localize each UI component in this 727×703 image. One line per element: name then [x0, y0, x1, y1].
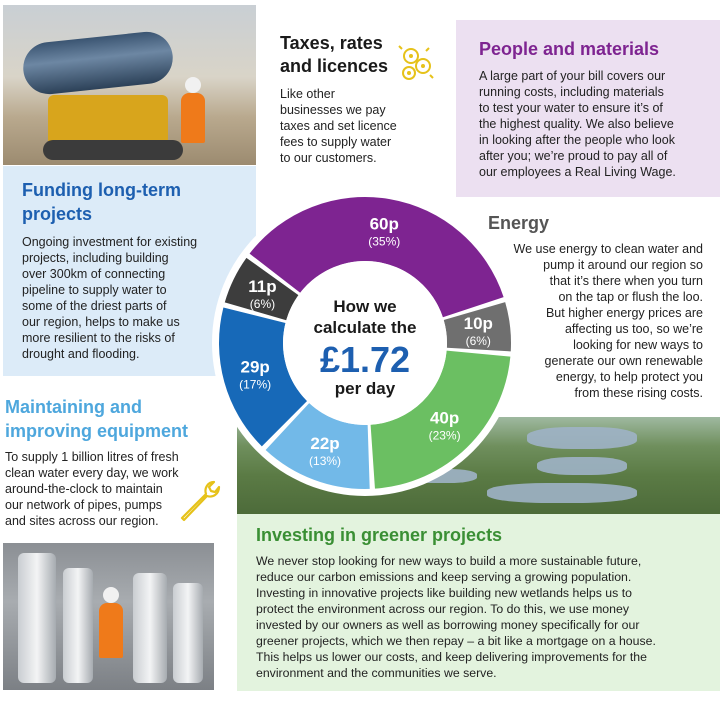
maintaining-body-line: around-the-clock to maintain [5, 482, 163, 496]
slice-value-label: 29p [240, 357, 270, 377]
slice-percent-label: (13%) [309, 453, 342, 468]
slice-value-label: 60p [369, 214, 399, 234]
people-body-line: the highest quality. We also believe [479, 117, 674, 131]
energy-title: Energy [488, 213, 550, 233]
taxes-body-line: taxes and set licence [280, 119, 397, 133]
funding-body-line: over 300km of connecting [22, 267, 166, 281]
slice-percent-label: (35%) [368, 234, 401, 249]
funding-body-line: pipeline to supply water to [22, 283, 167, 297]
energy-body-line: from these rising costs. [574, 386, 703, 400]
coins-icon [393, 40, 439, 86]
energy-body-line: pump it around our region so [543, 258, 703, 272]
greener-body-line: We never stop looking for new ways to build a more sustainable future, [256, 554, 642, 568]
funding-title-line2: projects [22, 204, 93, 224]
slice-value-label: 10p [463, 314, 493, 334]
center-total: £1.72 [319, 339, 411, 380]
maintaining-body-line: To supply 1 billion litres of fresh [5, 450, 179, 464]
slice-value-label: 22p [310, 433, 340, 453]
people-body-line: after you; we’re proud to pay all of [479, 149, 668, 163]
people-body-line: to test your water to ensure it’s of [479, 101, 663, 115]
funding-body-line: more resilient to the risks of [22, 331, 175, 345]
maintaining-title-line1: Maintaining and [5, 397, 142, 417]
funding-body-line: our region, helps to make us [22, 315, 180, 329]
center-line2: calculate the [313, 318, 417, 337]
greener-body-line: protect the environment across our region. To do this, we use money [256, 602, 629, 616]
taxes-title-line1: Taxes, rates [280, 33, 383, 53]
slice-value-label: 11p [248, 277, 277, 297]
taxes-section [280, 32, 397, 166]
taxes-body-line: fees to supply water [280, 135, 392, 149]
maintaining-body-line: and sites across our region. [5, 514, 159, 528]
taxes-body-line: Like other [280, 87, 335, 101]
greener-body-line: invested by our owners as well as borrowing money specifically for our [256, 618, 640, 632]
greener-title: Investing in greener projects [256, 525, 503, 545]
maintaining-body-line: clean water every day, we work [5, 466, 179, 480]
people-section [479, 38, 714, 180]
energy-body-line: affecting us too, so we’re [564, 322, 703, 336]
greener-body-line: Investing in innovative projects like building new wetlands helps us to [256, 586, 632, 600]
taxes-body-line: to our customers. [280, 151, 377, 165]
pipeline-photo [3, 5, 256, 165]
energy-body-line: energy, to help protect you [555, 370, 703, 384]
greener-section [256, 524, 716, 681]
greener-body-line: This helps us lower our costs, and keep delivering improvements for the [256, 650, 647, 664]
slice-percent-label: (6%) [465, 334, 491, 349]
taxes-title-line2: and licences [280, 56, 389, 76]
people-body-line: our employees a Real Living Wage. [479, 165, 676, 179]
slice-percent-label: (23%) [428, 428, 461, 443]
funding-body-line: projects, including building [22, 251, 169, 265]
slice-percent-label: (6%) [249, 297, 276, 312]
funding-title-line1: Funding long-term [22, 180, 181, 200]
people-title: People and materials [479, 39, 660, 59]
bill-breakdown-donut-chart [210, 188, 520, 498]
greener-body-line: environment and the communities we serve. [256, 666, 497, 680]
maintaining-title-line2: improving equipment [5, 421, 189, 441]
pump-station-photo [3, 543, 214, 690]
people-body-line: A large part of your bill covers our [479, 69, 666, 83]
funding-body-line: some of the driest parts of [22, 299, 167, 313]
maintaining-body-line: our network of pipes, pumps [5, 498, 163, 512]
energy-body [514, 241, 703, 401]
people-body-line: running costs, including materials [479, 85, 664, 99]
energy-body-line: We use energy to clean water and [513, 242, 703, 256]
energy-body-line: that it’s there when you turn [549, 274, 703, 288]
greener-body-line: reduce our carbon emissions and keep serving a growing population. [256, 570, 632, 584]
slice-value-label: 40p [429, 408, 460, 428]
energy-body-line: But higher energy prices are [545, 306, 703, 320]
energy-body-line: looking for new ways to [573, 338, 703, 352]
greener-body-line: greener projects, which we then repay – a bit like a mortgage on a house. [256, 634, 656, 648]
energy-body-line: generate our own renewable [544, 354, 703, 368]
taxes-body-line: businesses we pay [280, 103, 386, 117]
slice-percent-label: (17%) [239, 377, 272, 392]
people-body-line: in looking after the people who look [479, 133, 675, 147]
funding-body-line: Ongoing investment for existing [22, 235, 198, 249]
energy-body-line: on the tap or flush the loo. [558, 290, 703, 304]
funding-body-line: drought and flooding. [22, 347, 140, 361]
center-line1: How we [333, 297, 397, 316]
center-line4: per day [334, 379, 396, 398]
